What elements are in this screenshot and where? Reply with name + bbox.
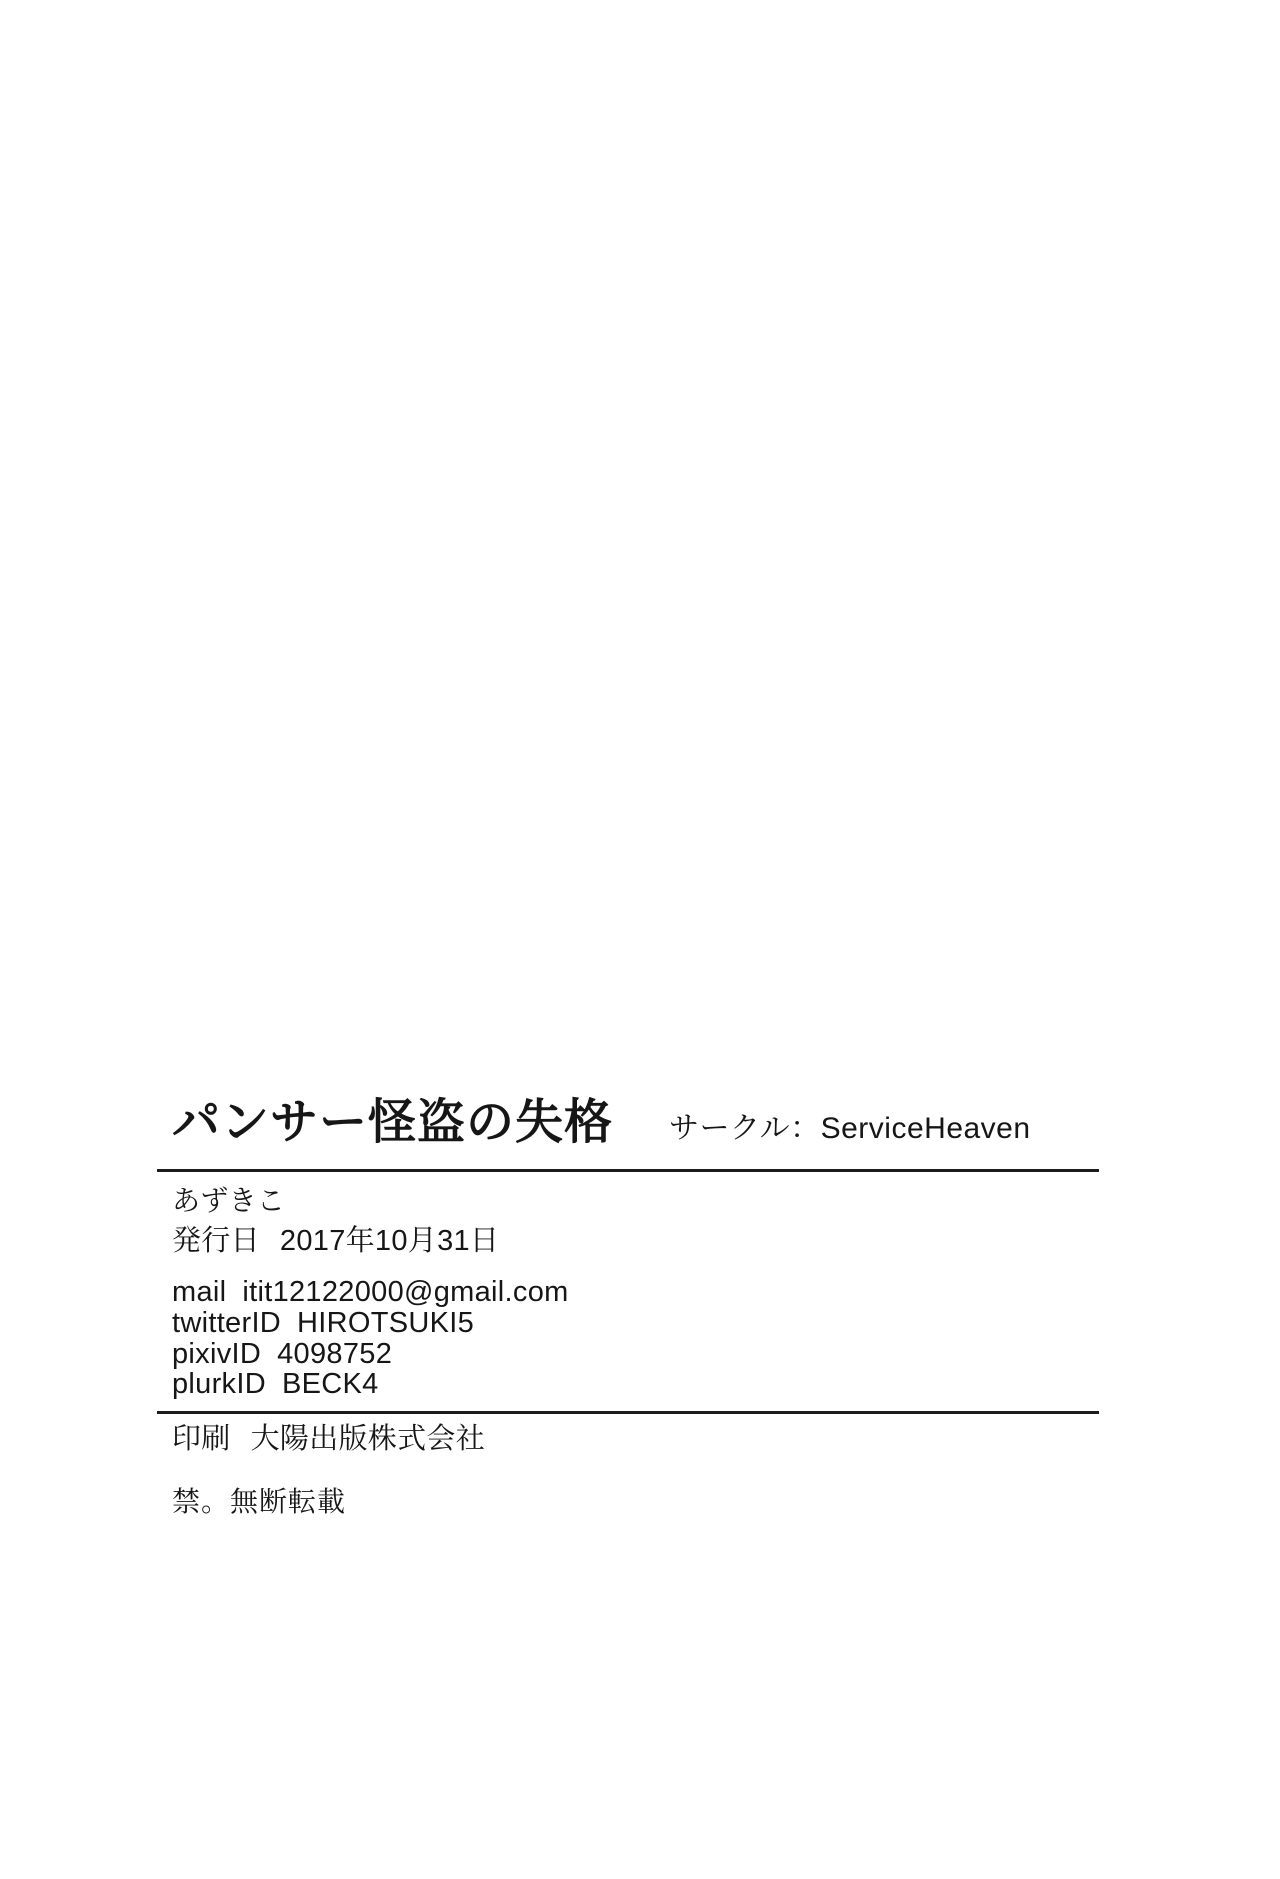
divider-bottom: [157, 1411, 1099, 1414]
contact-row-twitter: [172, 1308, 474, 1340]
reproduction-notice: 禁。無断転載: [172, 1486, 347, 1517]
publish-date-value: 2017年10月31日: [279, 1225, 500, 1257]
twitter-id-value: HIROTSUKI5: [297, 1307, 475, 1339]
printer-label: 印刷: [172, 1423, 231, 1455]
publish-date-row: [172, 1226, 499, 1258]
contact-row-pixiv: [172, 1339, 392, 1371]
publish-date-label: 発行日: [172, 1225, 260, 1257]
twitter-id-label: twitterID: [172, 1307, 282, 1339]
pixiv-id-value: 4098752: [277, 1338, 393, 1370]
mail-value: itit12122000@gmail.com: [242, 1276, 569, 1308]
plurk-id-value: BECK4: [281, 1368, 379, 1400]
book-title: パンサー怪盗の失格: [172, 1096, 614, 1149]
divider-top: [157, 1169, 1099, 1172]
title-row: [172, 1098, 1031, 1148]
printer-row: [172, 1424, 485, 1456]
mail-label: mail: [172, 1276, 227, 1308]
printer-value: 大陽出版株式会社: [250, 1423, 486, 1455]
circle-name: サークル：ServiceHeaven: [669, 1112, 1031, 1145]
contact-row-mail: [172, 1277, 569, 1309]
contact-row-plurk: [172, 1369, 379, 1401]
author-name: あずきこ: [172, 1185, 286, 1216]
pixiv-id-label: pixivID: [172, 1338, 262, 1370]
plurk-id-label: plurkID: [172, 1368, 266, 1400]
